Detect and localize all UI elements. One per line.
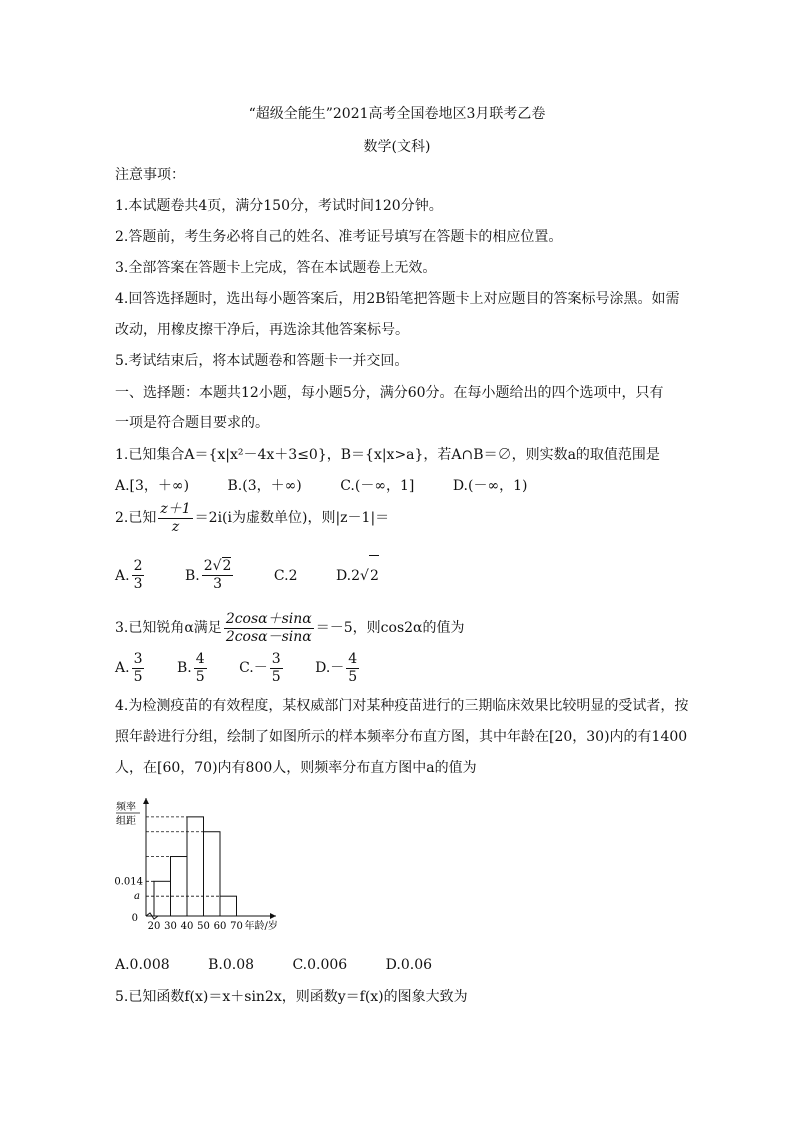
q3-option-d-den: 5 <box>348 668 358 685</box>
section-heading: 一、选择题：本题共12小题，每小题5分，满分60分。在每小题给出的四个选项中，只有 <box>115 385 664 401</box>
q2-option-a <box>115 556 146 596</box>
q2-option-a-den: 3 <box>133 576 143 592</box>
q3-option-d-sign: － <box>330 660 345 676</box>
q3-frac-num: 2cosα＋sinα <box>225 610 312 627</box>
x-tick-label: 40 <box>180 921 194 932</box>
q3-option-b-den: 5 <box>195 668 205 685</box>
q3-option-c-num: 3 <box>271 650 281 667</box>
q2-option-b-label: B. <box>184 567 200 584</box>
y-tick-label: 0.014 <box>114 876 143 888</box>
y-axis-label-top: 频率 <box>116 802 136 813</box>
q2-option-b-coef: 2 <box>203 558 213 574</box>
q3-option-d <box>315 648 361 688</box>
q2-stem <box>115 500 389 536</box>
q5-stem: 5.已知函数f(x)＝x＋sin2x，则函数y＝f(x)的图象大致为 <box>115 989 468 1005</box>
notes-heading: 注意事项： <box>115 167 185 183</box>
q2-frac-den: z <box>171 518 180 535</box>
frequency-histogram <box>108 790 308 940</box>
q1-stem: 1.已知集合A＝{x|x²－4x＋3≤0}，B＝{x|x>a}，若A∩B＝∅，则实数a的取值范围是 <box>115 447 660 463</box>
x-tick-label: 30 <box>164 921 177 932</box>
histogram-bar <box>171 857 188 916</box>
q2-option-b-den: 3 <box>213 576 223 592</box>
y-axis-arrow <box>143 798 149 804</box>
origin-label: 0 <box>131 913 138 924</box>
note-item: 2.答题前，考生务必将自己的姓名、准考证号填写在答题卡的相应位置。 <box>115 229 563 245</box>
q4-options <box>115 955 466 975</box>
q4-option-a: A.0.008 <box>115 957 170 973</box>
q2-option-c: C.2 <box>273 567 298 584</box>
x-axis-label: 年龄/岁 <box>244 921 278 932</box>
note-item: 1.本试题卷共4页，满分150分，考试时间120分钟。 <box>115 198 443 214</box>
q3-stem <box>115 608 465 648</box>
q3-option-c-sign: － <box>253 660 268 676</box>
q4-stem-line3: 人，在[60，70)内有800人，则频率分布直方图中a的值为 <box>115 760 477 776</box>
q3-prefix: 3.已知锐角α满足 <box>115 620 222 636</box>
q1-option-d: D.(－∞，1) <box>452 478 528 494</box>
q2-option-d-label: D.2 <box>335 567 361 584</box>
section-heading-cont: 一项是符合题目要求的。 <box>115 415 269 431</box>
q3-suffix: ＝－5，则cos2α的值为 <box>315 620 465 636</box>
x-tick-label: 20 <box>147 921 161 932</box>
q3-option-a-den: 5 <box>133 668 143 685</box>
q4-option-c: C.0.006 <box>292 957 348 973</box>
q1-option-c: C.(－∞，1] <box>340 478 415 494</box>
x-axis-arrow <box>270 913 276 919</box>
q3-options <box>115 648 387 688</box>
q2-option-d-radicand: 2 <box>369 555 379 596</box>
q3-option-a-label: A. <box>115 660 130 676</box>
note-item: 改动，用橡皮擦干净后，再选涂其他答案标号。 <box>115 322 409 338</box>
q3-option-b-num: 4 <box>195 650 205 667</box>
q4-option-b: B.0.08 <box>208 957 255 973</box>
q3-fraction <box>224 611 314 646</box>
y-tick-label: a <box>134 891 140 903</box>
q4-stem-line1: 4.为检测疫苗的有效程度，某权威部门对某种疫苗进行的三期临床效果比较明显的受试者，按 <box>115 698 689 714</box>
q4-stem-line2: 照年龄进行分组，绘制了如图所示的样本频率分布直方图，其中年龄在[20，30)内的有1400 <box>115 729 688 745</box>
q2-options <box>115 555 413 596</box>
q3-option-d-num: 4 <box>348 650 358 667</box>
histogram-bar <box>220 896 237 916</box>
exam-subject: 数学(文科) <box>363 139 431 155</box>
note-item: 4.回答选择题时，选出每小题答案后，用2B铅笔把答题卡上对应题目的答案标号涂黑。如需 <box>115 291 680 307</box>
q3-option-c-den: 5 <box>271 668 281 685</box>
q3-frac-den: 2cosα－sinα <box>225 628 312 645</box>
x-tick-label: 50 <box>197 921 210 932</box>
q2-fraction <box>158 501 192 536</box>
q2-frac-num: z＋1 <box>160 500 191 517</box>
q3-option-c-label: C. <box>239 660 254 676</box>
y-axis-label-bottom: 组距 <box>116 816 136 827</box>
q2-option-a-label: A. <box>115 567 130 584</box>
note-item: 5.考试结束后，将本试题卷和答题卡一并交回。 <box>115 353 409 369</box>
q1-options <box>115 476 561 496</box>
q4-option-d: D.0.06 <box>385 957 433 973</box>
q3-option-b <box>177 648 209 688</box>
q2-option-d: D.2 √ 2 <box>336 555 379 596</box>
q3-option-d-label: D. <box>315 660 331 676</box>
q2-option-b: B. $\frac{2√2}{3}$ <box>185 556 236 596</box>
q2-option-a-num: 2 <box>133 558 143 574</box>
exam-title: “超级全能生”2021高考全国卷地区3月联考乙卷 <box>248 106 546 122</box>
q3-option-b-label: B. <box>176 660 192 676</box>
q3-option-a <box>115 648 146 688</box>
q2-option-b-radicand: 2 <box>222 558 232 574</box>
histogram-bar <box>204 832 221 916</box>
x-tick-label: 60 <box>213 921 227 932</box>
q1-option-b: B.(3，＋∞) <box>227 478 302 494</box>
q3-option-a-num: 3 <box>133 650 143 667</box>
histogram-bar <box>154 881 171 916</box>
x-tick-label: 70 <box>230 921 243 932</box>
note-item: 3.全部答案在答题卡上完成，答在本试题卷上无效。 <box>115 260 437 276</box>
q1-option-a: A.[3，＋∞) <box>115 478 190 494</box>
q2-prefix: 2.已知 <box>115 510 157 526</box>
q2-suffix: ＝2i(i为虚数单位)，则|z－1|＝ <box>194 510 390 526</box>
q3-option-c <box>239 648 285 688</box>
